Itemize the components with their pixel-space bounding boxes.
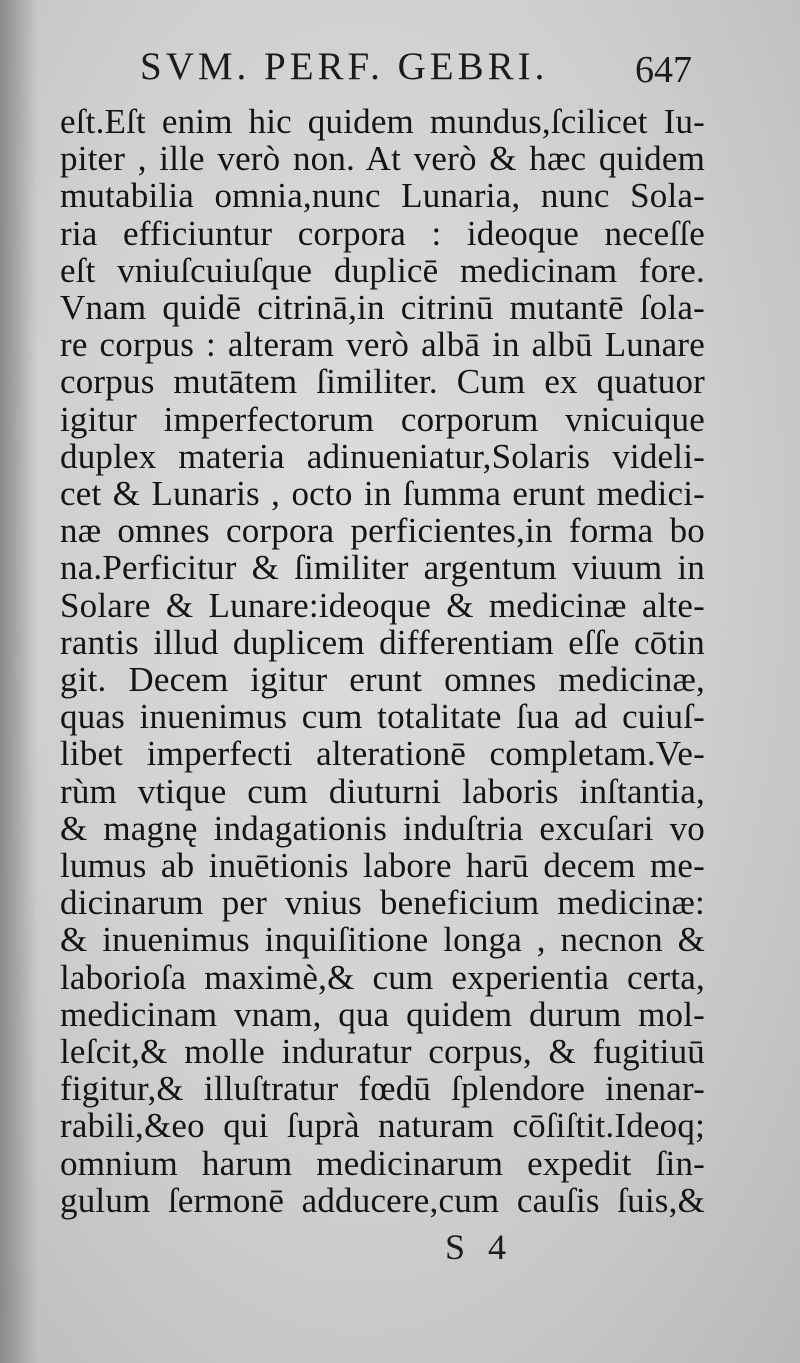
- body-text: [60, 103, 705, 1219]
- text-line: dicinarum per vnius beneficium medicinæ:: [60, 883, 705, 923]
- text-line: & magnę indagationis induſtria excuſari vo: [60, 808, 705, 848]
- text-line: duplex materia adinueniatur,Solaris videli-: [60, 436, 705, 476]
- text-line: Solare & Lunare:ideoque & medicinæ alte-: [60, 585, 705, 625]
- text-line: na.Perficitur & ſimiliter argentum viuum in: [60, 548, 705, 588]
- page-number: 647: [635, 49, 692, 91]
- text-line: re corpus : alteram verò albā in albū Lunare: [60, 325, 705, 365]
- text-line: Vnam quidē citrinā,in citrinū mutantē ſola-: [60, 288, 705, 328]
- text-line: gulum ſermonē adducere,cum cauſis ſuis,&: [60, 1180, 705, 1220]
- text-line: lumus ab inuētionis labore harū decem me-: [60, 846, 705, 886]
- text-line: næ omnes corpora perficientes,in forma bo: [60, 511, 705, 551]
- text-line: laborioſa maximè,& cum experientia certa,: [60, 957, 705, 997]
- text-line: figitur,& illuſtratur fœdū ſplendore inenar-: [60, 1069, 705, 1109]
- text-line: cet & Lunaris , octo in ſumma erunt medici-: [60, 474, 705, 514]
- text-line: eſt.Eſt enim hic quidem mundus,ſcilicet Iu-: [60, 102, 705, 141]
- text-line: & inuenimus inquiſitione longa , necnon &: [60, 920, 705, 960]
- text-line: rantis illud duplicem differentiam eſſe cōtin: [60, 622, 705, 662]
- running-head: SVM. PERF. GEBRI.: [140, 45, 549, 88]
- text-line: rùm vtique cum diuturni laboris inſtantia,: [60, 771, 705, 811]
- text-line: leſcit,& molle induratur corpus, & fugitiuū: [60, 1032, 705, 1072]
- text-line: git. Decem igitur erunt omnes medicinæ,: [60, 660, 705, 700]
- text-line: libet imperfecti alterationē completam.Ve-: [60, 734, 705, 774]
- text-line: mutabilia omnia,nunc Lunaria, nunc Sola-: [60, 176, 705, 216]
- text-line: rabili,&eo qui ſuprà naturam cōſiſtit.Ideoq;: [60, 1106, 705, 1146]
- text-line: medicinam vnam, qua quidem durum mol-: [60, 994, 705, 1034]
- text-line: ria efficiuntur corpora : ideoque neceſſe: [60, 213, 705, 253]
- text-line: igitur imperfectorum corporum vnicuique: [60, 399, 705, 439]
- text-line: eſt vniuſcuiuſque duplicē medicinam fore.: [60, 250, 705, 290]
- text-line: quas inuenimus cum totalitate ſua ad cuiuſ-: [60, 697, 705, 737]
- text-line: omnium harum medicinarum expedit ſin-: [60, 1143, 705, 1183]
- signature-mark: S 4: [445, 1227, 507, 1267]
- text-line: piter , ille verò non. At verò & hæc quidem: [60, 139, 705, 179]
- text-line: corpus mutātem ſimiliter. Cum ex quatuor: [60, 362, 705, 402]
